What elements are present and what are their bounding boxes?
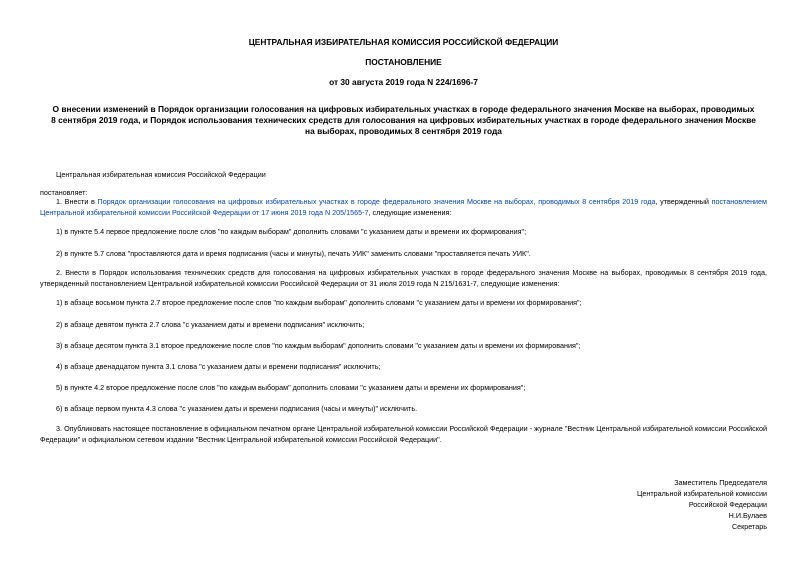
signature-country: Российской Федерации xyxy=(688,500,767,510)
resolution-link[interactable]: постановлением Центральной избирательной комиссии Российской Федерации от 17 июня 2019 года N 205/1565-7 xyxy=(40,197,767,217)
item-1-middle: , утвержденный xyxy=(655,197,712,206)
item-3-paragraph: 3. Опубликовать настоящее постановление в официальном печатном органе Центральной избирательной комиссии Российской Федерации - журнале "Вестник Центральной избирательной комиссии Российской Федерации" и официальном сетевом издании "Вестник Центральной избирательной комиссии Российской Федерации". xyxy=(40,424,767,444)
item-2-sub-5: 5) в пункте 4.2 второе предложение после слов "по каждым выборам" дополнить словами "с указанием даты и времени их формирования"; xyxy=(56,383,526,392)
organization-heading: ЦЕНТРАЛЬНАЯ ИЗБИРАТЕЛЬНАЯ КОМИССИЯ РОССИЙСКОЙ ФЕДЕРАЦИИ xyxy=(248,37,559,47)
resolves-paragraph: постановляет: xyxy=(40,188,88,197)
signature-secretary: Секретарь xyxy=(731,522,767,532)
procedure-link[interactable]: Порядок организации голосования на цифровых избирательных участках в городе федерального значения Москве на выборах, проводимых 8 сентября 2019 года xyxy=(97,197,656,206)
signature-block xyxy=(637,477,767,532)
item-1-suffix: , следующие изменения: xyxy=(368,207,452,217)
item-2-sub-2: 2) в абзаце девятом пункта 2.7 слова "с указанием даты и времени подписания" исключить; xyxy=(56,320,365,329)
item-1-prefix: 1. Внести в xyxy=(56,197,98,206)
date-number-heading: от 30 августа 2019 года N 224/1696-7 xyxy=(329,77,478,87)
item-2-sub-4: 4) в абзаце двенадцатом пункта 3.1 слова "с указанием даты и времени подписания" исключить; xyxy=(56,362,381,371)
item-2-sub-3: 3) в абзаце десятом пункта 3.1 второе предложение после слов "по каждым выборам" дополнить словами "с указанием даты и времени их формирования"; xyxy=(56,341,581,350)
document-type-heading: ПОСТАНОВЛЕНИЕ xyxy=(365,57,442,67)
item-2-sub-6: 6) в абзаце первом пункта 4.3 слова "с указанием даты и времени подписания (часы и минуты)" исключить. xyxy=(56,404,418,413)
item-1-paragraph xyxy=(40,197,767,218)
signature-position: Заместитель Председателя xyxy=(674,478,767,487)
item-2-paragraph: 2. Внести в Порядок использования технических средств для голосования на цифровых избирательных участках в городе федерального значения Москве на выборах, проводимых 8 сентября 2019 года, утвержденный постановлением Центральной избирательной комиссии Российской Федерации от 31 июля 2019 года N 215/1631-7, следующие изменения: xyxy=(40,268,767,288)
document-title: О внесении изменений в Порядок организации голосования на цифровых избирательных участках в городе федерального значения Москве на выборах, проводимых 8 сентября 2019 года, и Порядок использования технических средств для голосования на цифровых избирательных участках в городе федерального значения Москве на выборах, проводимых 8 сентября 2019 года xyxy=(51,104,756,136)
item-1-sub-2: 2) в пункте 5.7 слова "проставляются дата и время подписания (часы и минуты), печать УИК" заменить словами "проставляется печать УИК". xyxy=(56,249,531,258)
item-1-sub-1: 1) в пункте 5.4 первое предложение после слов "по каждым выборам" дополнить словами "с указанием даты и времени их формирования"; xyxy=(56,227,527,236)
intro-paragraph: Центральная избирательная комиссия Российской Федерации xyxy=(56,170,266,179)
item-2-sub-1: 1) в абзаце восьмом пункта 2.7 второе предложение после слов "по каждым выборам" дополнить словами "с указанием даты и времени их формирования"; xyxy=(56,298,582,307)
signature-name: Н.И.Булаев xyxy=(728,511,767,521)
signature-commission: Центральной избирательной комиссии xyxy=(637,489,767,499)
